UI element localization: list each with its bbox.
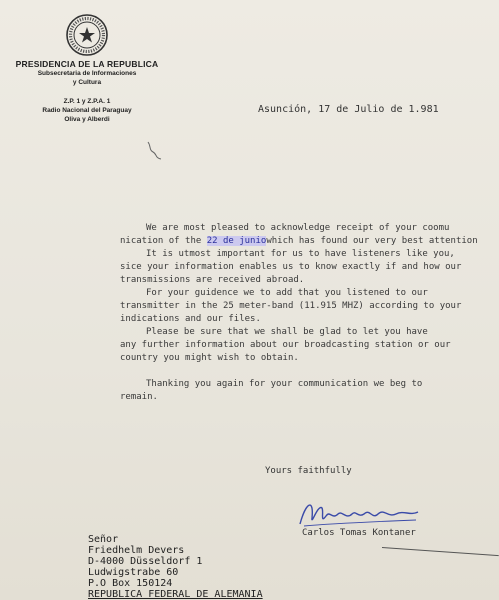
letter-body: [120, 222, 499, 404]
body-line: Please be sure that we shall be glad to let you have: [146, 327, 428, 337]
letterhead-zone: Z.P. 1 y Z.P.A. 1: [63, 98, 111, 105]
address-country: REPUBLICA FEDERAL DE ALEMANIA: [88, 589, 263, 600]
body-line: sice your information enables us to know exactly if and how our: [120, 262, 462, 272]
body-line: We are most pleased to acknowledge receipt of your coomu: [146, 223, 450, 233]
pen-mark: [145, 140, 165, 162]
highlighted-date: 22 de junio: [206, 236, 267, 246]
letterhead-subtitle-1: Subsecretaria de Informaciones: [37, 70, 137, 77]
signature-rule: [382, 547, 499, 556]
body-line: indications and our files.: [120, 314, 261, 324]
body-line: It is utmost important for us to have listeners like you,: [146, 249, 455, 259]
body-line: nication of the 22 de juniowhich has found our very best attention: [120, 236, 478, 246]
address-street: Ludwigstrabe 60: [88, 567, 179, 578]
address-name: Friedhelm Devers: [88, 545, 185, 556]
address-city: D-4000 Düsseldorf 1: [88, 556, 203, 567]
national-seal-emblem: [66, 14, 108, 56]
body-line: country you might wish to obtain.: [120, 353, 299, 363]
recipient-address: [88, 534, 263, 600]
letter-date: Asunción, 17 de Julio de 1.981: [258, 104, 439, 115]
body-line: For your guidence we to add that you listened to our: [146, 288, 428, 298]
body-line: Thanking you again for your communication we beg to: [146, 379, 423, 389]
letterhead-subtitle-2: y Cultura: [72, 79, 102, 86]
body-line: any further information about our broadcasting station or our: [120, 340, 451, 350]
closing-phrase: Yours faithfully: [265, 466, 352, 476]
address-salutation: Señor: [88, 534, 119, 545]
body-line: remain.: [120, 392, 158, 402]
body-line: transmitter in the 25 meter-band (11.915 MHZ) according to your: [120, 301, 462, 311]
letterhead-station: Radio Nacional del Paraguay: [42, 107, 132, 114]
letterhead-street: Oliva y Alberdi: [64, 116, 110, 123]
body-line: transmissions are received abroad.: [120, 275, 305, 285]
address-pobox: P.O Box 150124: [88, 578, 173, 589]
letterhead-title: PRESIDENCIA DE LA REPUBLICA: [15, 59, 159, 69]
signer-name: Carlos Tomas Kontaner: [302, 528, 416, 538]
letterhead: [4, 60, 170, 124]
